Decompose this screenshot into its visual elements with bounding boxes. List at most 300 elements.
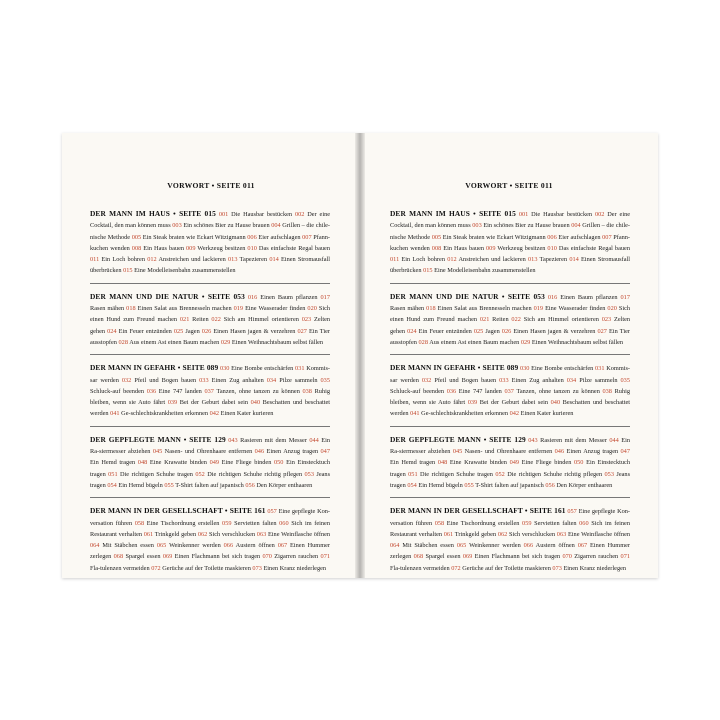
- item-number: 035: [320, 376, 330, 384]
- item-number: 073: [552, 564, 562, 572]
- item-title: Einen Kranz niederlegen: [263, 564, 327, 572]
- item-title: Die richtigen Schuhe richtig pflegen: [207, 470, 303, 478]
- item-number: 066: [223, 542, 234, 550]
- item-title: Mit Stäbchen essen: [102, 542, 154, 550]
- item-number: 065: [456, 542, 467, 550]
- item-number: 056: [245, 481, 255, 489]
- toc-section-text: [390, 505, 630, 574]
- item-title: Schluck-auf beenden: [390, 387, 445, 395]
- item-title: Ge-schlechtskrankheiten erkennen: [121, 410, 209, 418]
- toc-section: [390, 505, 630, 580]
- item-number: 036: [146, 387, 157, 395]
- left-page: [62, 133, 360, 578]
- item-number: 045: [152, 448, 163, 456]
- item-number: 055: [464, 481, 474, 489]
- item-number: 004: [271, 222, 281, 230]
- item-title: Nasen- und Ohrenhaare entfernen: [464, 448, 553, 456]
- item-number: 060: [579, 519, 589, 527]
- item-title: Eine Weinflasche öffnen: [267, 530, 331, 538]
- item-number: 002: [294, 211, 305, 218]
- item-number: 029: [220, 338, 231, 346]
- item-title: Der eine Cocktail, den man können muss: [90, 211, 331, 230]
- item-title: Die richtigen Schuhe richtig pflegen: [507, 470, 603, 478]
- item-number: 035: [620, 376, 630, 384]
- item-number: 044: [309, 436, 319, 444]
- item-title: Die richtigen Schuhe tragen: [120, 470, 193, 478]
- item-number: 049: [209, 459, 220, 467]
- item-number: 037: [204, 387, 214, 395]
- item-number: 006: [247, 233, 257, 241]
- item-title: Einen Anzug tragen: [266, 448, 319, 456]
- item-title: Zelten gehen: [90, 316, 331, 335]
- item-number: 002: [594, 211, 605, 218]
- item-title: Sich einen Hund zum Freund machen: [90, 305, 331, 324]
- item-title: Werkzeug besitzen: [197, 244, 246, 252]
- item-title: Eine Tischordnung erstellen: [146, 519, 220, 527]
- item-number: 023: [601, 316, 612, 324]
- item-title: Austern öffnen: [235, 542, 275, 550]
- item-number: 015: [123, 267, 133, 275]
- item-number: 045: [452, 448, 463, 456]
- item-number: 020: [607, 305, 617, 313]
- item-number: 065: [156, 542, 167, 550]
- item-title: Eine Wasserader finden: [245, 305, 306, 313]
- item-title: Servietten falten: [234, 519, 277, 527]
- item-number: 071: [620, 553, 630, 561]
- item-title: Anstreichen und lackieren: [158, 256, 226, 264]
- item-title: Eine Krawatte binden: [449, 459, 507, 467]
- toc-section: [90, 362, 330, 426]
- item-title: Einen Kater kurieren: [220, 410, 274, 418]
- item-number: 047: [620, 448, 630, 456]
- item-number: 058: [434, 519, 445, 527]
- toc-section-text: [90, 505, 330, 574]
- item-number: 012: [147, 256, 157, 264]
- item-title: Sich verschlucken: [208, 530, 256, 538]
- item-number: 043: [528, 436, 538, 444]
- item-number: 072: [451, 564, 461, 572]
- toc-section-text: [390, 208, 630, 277]
- item-number: 040: [250, 399, 261, 407]
- item-title: Zigarren rauchen: [574, 553, 619, 561]
- item-title: Die Hausbar bestücken: [231, 211, 293, 218]
- item-title: Eine 747 landen: [158, 387, 202, 395]
- item-title: Den Körper enthaaren: [556, 481, 613, 489]
- toc-section-text: [90, 362, 330, 419]
- item-title: Eine Fliege binden: [221, 459, 272, 467]
- item-number: 034: [566, 376, 577, 384]
- item-title: Der eine Cocktail, den man können muss: [390, 211, 631, 230]
- item-number: 067: [577, 542, 588, 550]
- item-number: 025: [473, 327, 484, 335]
- item-title: Den Körper enthaaren: [256, 481, 313, 489]
- section-title: DER MANN IM HAUS • SEITE 015: [390, 209, 516, 218]
- item-title: Jeans tragen: [390, 470, 631, 489]
- item-title: Sich im feinen Restaurant verhalten: [390, 519, 630, 538]
- item-number: 011: [390, 256, 400, 264]
- item-title: Ein Tier ausstopfen: [390, 327, 630, 346]
- item-title: Zigarren rauchen: [274, 553, 319, 561]
- item-number: 020: [307, 305, 317, 313]
- item-title: Eine Wasserader finden: [545, 305, 606, 313]
- item-number: 062: [497, 530, 508, 538]
- item-title: Weinkenner werden: [469, 542, 521, 550]
- item-number: 008: [131, 244, 142, 252]
- item-title: Beschatten und beschattet werden: [90, 399, 331, 418]
- item-number: 043: [228, 436, 238, 444]
- item-title: Jagen: [485, 327, 500, 335]
- toc-section: [90, 291, 330, 355]
- section-title: DER MANN UND DIE NATUR • SEITE 053: [90, 291, 245, 301]
- item-title: Ein Feuer entzünden: [118, 327, 172, 335]
- toc-section: [90, 505, 330, 580]
- item-title: Tapezieren: [539, 256, 568, 264]
- item-number: 007: [602, 233, 612, 241]
- item-number: 009: [486, 244, 496, 252]
- item-number: 039: [167, 399, 178, 407]
- item-title: Pfeil und Bogen bauen: [434, 376, 497, 384]
- item-number: 066: [523, 542, 534, 550]
- item-title: Reiten: [192, 316, 209, 324]
- item-title: Spargel essen: [125, 553, 161, 561]
- item-number: 070: [262, 553, 272, 561]
- item-number: 054: [407, 481, 417, 489]
- item-number: 027: [597, 327, 607, 335]
- item-number: 069: [162, 553, 173, 561]
- item-number: 052: [495, 470, 505, 478]
- item-title: Ein Hemd bügeln: [118, 481, 163, 489]
- item-number: 071: [320, 553, 330, 561]
- item-title: Eine Weinflasche öffnen: [567, 530, 631, 538]
- item-title: Tapezieren: [239, 256, 268, 264]
- item-title: Tanzen, ohne tanzen zu können: [216, 387, 300, 395]
- section-title: DER MANN UND DIE NATUR • SEITE 053: [390, 291, 545, 301]
- item-title: Die Hausbar bestücken: [531, 211, 593, 218]
- item-number: 039: [467, 399, 478, 407]
- toc-section-text: [90, 208, 330, 277]
- item-title: Ein schönes Bier zu Hause brauen: [183, 222, 270, 230]
- item-number: 050: [274, 459, 284, 467]
- item-number: 041: [410, 410, 420, 418]
- item-title: Grillen – die chile-nische Methode: [90, 222, 331, 241]
- item-title: Austern öffnen: [535, 542, 575, 550]
- item-number: 048: [437, 459, 448, 467]
- item-number: 052: [195, 470, 205, 478]
- item-number: 059: [222, 519, 232, 527]
- item-number: 068: [113, 553, 124, 561]
- item-title: Einen Hummer zerlegen: [390, 542, 630, 561]
- item-title: Ein Hemd tragen: [90, 459, 136, 467]
- item-title: Ein Feuer entzünden: [418, 327, 472, 335]
- item-title: Einen Flachmann bei sich tragen: [474, 553, 561, 561]
- item-title: Ein Einstecktuch tragen: [90, 459, 330, 478]
- item-number: 032: [121, 376, 132, 384]
- item-title: Sich einen Hund zum Freund machen: [390, 305, 631, 324]
- item-number: 021: [479, 316, 490, 324]
- item-number: 051: [108, 470, 118, 478]
- item-number: 022: [211, 316, 221, 324]
- item-title: Beschatten und beschattet werden: [390, 399, 631, 418]
- item-title: Einen Salat aus Brennesseln machen: [437, 305, 532, 313]
- item-title: Schluck-auf beenden: [90, 387, 145, 395]
- section-title: DER MANN IM HAUS • SEITE 015: [90, 209, 216, 218]
- item-number: 044: [609, 436, 619, 444]
- item-title: Ein Loch bohren: [401, 256, 445, 264]
- item-number: 031: [595, 365, 605, 373]
- item-title: Pilze sammeln: [579, 376, 618, 384]
- item-title: Rasieren mit dem Messer: [240, 436, 307, 444]
- item-title: Einen Kranz niederlegen: [563, 564, 627, 572]
- toc-content: [390, 208, 630, 587]
- item-title: Rasen mähen: [90, 305, 125, 313]
- item-title: Bei der Geburt dabei sein: [179, 399, 249, 407]
- item-title: Tanzen, ohne tanzen zu können: [516, 387, 600, 395]
- item-title: Einen Hummer zerlegen: [90, 542, 330, 561]
- item-title: Ein Einstecktuch tragen: [390, 459, 630, 478]
- item-title: Eine gepflegte Kon-versation führen: [390, 508, 631, 527]
- item-number: 023: [301, 316, 312, 324]
- item-number: 024: [407, 327, 417, 335]
- item-title: Die richtigen Schuhe tragen: [420, 470, 493, 478]
- item-number: 061: [143, 530, 154, 538]
- running-head: VORWORT • SEITE 011: [465, 181, 553, 190]
- item-title: Nasen- und Ohrenhaare entfernen: [164, 448, 253, 456]
- item-title: Einen Stromausfall überbrücken: [390, 256, 631, 275]
- item-number: 014: [269, 256, 279, 264]
- item-title: Ein Hemd bügeln: [418, 481, 463, 489]
- toc-section: [390, 434, 630, 498]
- item-title: Eine Bombe entschärfen: [231, 365, 294, 373]
- item-number: 018: [426, 305, 436, 313]
- item-number: 026: [201, 327, 212, 335]
- item-title: Eine Tischordnung erstellen: [446, 519, 520, 527]
- item-number: 031: [295, 365, 305, 373]
- toc-section: [390, 208, 630, 284]
- item-title: Aus einem Ast einen Baum machen: [129, 338, 220, 346]
- item-number: 051: [408, 470, 418, 478]
- item-title: Mit Stäbchen essen: [402, 542, 454, 550]
- item-number: 046: [254, 448, 265, 456]
- item-title: Das einfachste Regal bauen: [258, 244, 330, 252]
- item-number: 005: [431, 233, 442, 241]
- toc-content: [90, 208, 330, 587]
- toc-section: [390, 362, 630, 426]
- item-title: Einen Hasen jagen & verzehren: [513, 327, 596, 335]
- book-spread: [62, 133, 658, 578]
- item-title: Ruhig bleiben, wenn sie Auto fährt: [90, 387, 330, 407]
- item-number: 025: [173, 327, 184, 335]
- item-number: 019: [533, 305, 544, 313]
- item-number: 073: [252, 564, 262, 572]
- item-number: 056: [545, 481, 555, 489]
- toc-section-text: [90, 291, 330, 348]
- item-number: 016: [247, 293, 258, 301]
- item-title: Ein Tier ausstopfen: [90, 327, 330, 346]
- item-number: 055: [164, 481, 174, 489]
- item-number: 072: [151, 564, 161, 572]
- item-number: 018: [126, 305, 136, 313]
- item-title: Anstreichen und lackieren: [458, 256, 526, 264]
- item-number: 005: [131, 233, 142, 241]
- item-number: 030: [519, 365, 530, 373]
- item-number: 014: [569, 256, 579, 264]
- item-number: 003: [172, 222, 182, 230]
- item-number: 029: [520, 338, 531, 346]
- item-title: Trinkgeld geben: [454, 530, 497, 538]
- item-title: Ge-schlechtskrankheiten erkennen: [421, 410, 509, 418]
- item-number: 010: [247, 244, 257, 252]
- item-number: 063: [256, 530, 267, 538]
- item-title: Ein Ra-siermesser abziehen: [390, 436, 631, 456]
- item-number: 027: [297, 327, 307, 335]
- item-title: Sich am Himmel orientieren: [523, 316, 599, 324]
- item-number: 033: [499, 376, 509, 384]
- item-number: 033: [199, 376, 209, 384]
- item-title: Einen Zug anhalten: [211, 376, 264, 384]
- item-title: Gerüche auf der Toilette maskieren: [462, 564, 551, 572]
- item-title: Einen Anzug tragen: [566, 448, 619, 456]
- item-number: 034: [266, 376, 277, 384]
- item-title: Spargel essen: [425, 553, 461, 561]
- item-title: Sich im feinen Restaurant verhalten: [90, 519, 330, 538]
- item-number: 028: [418, 338, 428, 346]
- item-title: Fla-tulenzen vermeiden: [90, 564, 150, 572]
- item-title: Einen Baum pflanzen: [260, 293, 318, 301]
- item-title: Einen Hasen jagen & verzehren: [213, 327, 296, 335]
- item-title: Pfeil und Bogen bauen: [134, 376, 197, 384]
- item-title: Pfann-kuchen wenden: [90, 233, 331, 252]
- item-title: Einen Weihnachtsbaum selbst fällen: [531, 338, 624, 346]
- item-number: 016: [547, 293, 558, 301]
- item-title: Eine Fliege binden: [521, 459, 572, 467]
- item-title: Bei der Geburt dabei sein: [479, 399, 549, 407]
- item-number: 001: [218, 211, 229, 218]
- item-title: Einen Stromausfall überbrücken: [90, 256, 331, 275]
- item-number: 007: [302, 233, 312, 241]
- item-title: Kommis-sar werden: [90, 365, 331, 384]
- item-title: Sich am Himmel orientieren: [223, 316, 299, 324]
- toc-section-text: [390, 434, 630, 491]
- item-number: 003: [472, 222, 482, 230]
- item-number: 036: [446, 387, 457, 395]
- item-title: Einen Salat aus Brennesseln machen: [137, 305, 232, 313]
- item-title: Eine Modelleisenbahn zusammenstellen: [434, 267, 536, 275]
- item-number: 060: [279, 519, 289, 527]
- item-number: 057: [567, 508, 577, 516]
- item-title: Fla-tulenzen vermeiden: [390, 564, 450, 572]
- item-title: Ein Hemd tragen: [390, 459, 436, 467]
- item-title: Das einfachste Regal bauen: [558, 244, 630, 252]
- item-title: Ein Steak braten wie Eckart Witzigmann: [142, 233, 246, 241]
- item-number: 038: [602, 387, 612, 395]
- item-number: 070: [562, 553, 572, 561]
- item-number: 017: [620, 293, 630, 301]
- item-title: Einen Kater kurieren: [520, 410, 574, 418]
- item-number: 042: [209, 410, 220, 418]
- item-number: 049: [509, 459, 520, 467]
- item-number: 059: [522, 519, 532, 527]
- item-title: Einen Baum pflanzen: [560, 293, 618, 301]
- item-number: 004: [571, 222, 581, 230]
- item-number: 053: [604, 470, 614, 478]
- item-number: 057: [267, 508, 277, 516]
- item-title: Eine Modelleisenbahn zusammenstellen: [134, 267, 236, 275]
- item-title: Eier aufschlagen: [258, 233, 301, 241]
- section-title: DER MANN IN DER GESELLSCHAFT • SEITE 161: [90, 506, 266, 516]
- item-number: 061: [443, 530, 454, 538]
- item-title: Reiten: [492, 316, 509, 324]
- item-number: 048: [137, 459, 148, 467]
- section-title: DER GEPFLEGTE MANN • SEITE 129: [390, 434, 526, 444]
- item-title: Werkzeug besitzen: [497, 244, 546, 252]
- item-number: 054: [107, 481, 117, 489]
- item-number: 015: [423, 267, 433, 275]
- item-number: 026: [501, 327, 512, 335]
- item-number: 062: [197, 530, 208, 538]
- right-page: [360, 133, 658, 578]
- item-title: Rasieren mit dem Messer: [540, 436, 607, 444]
- item-number: 058: [134, 519, 145, 527]
- item-title: T-Shirt falten auf japanisch: [175, 481, 244, 489]
- item-title: Einen Weihnachtsbaum selbst fällen: [231, 338, 324, 346]
- item-title: Kommis-sar werden: [390, 365, 631, 384]
- item-number: 063: [556, 530, 567, 538]
- toc-section: [390, 291, 630, 355]
- item-number: 008: [431, 244, 442, 252]
- item-number: 021: [179, 316, 190, 324]
- item-number: 013: [228, 256, 238, 264]
- item-title: Rasen mähen: [390, 305, 425, 313]
- item-number: 030: [219, 365, 230, 373]
- item-number: 069: [462, 553, 473, 561]
- section-title: DER GEPFLEGTE MANN • SEITE 129: [90, 434, 226, 444]
- item-number: 041: [110, 410, 120, 418]
- item-title: Jagen: [185, 327, 200, 335]
- item-number: 067: [277, 542, 288, 550]
- item-title: Gerüche auf der Toilette maskieren: [162, 564, 251, 572]
- book-spine: [355, 133, 365, 578]
- item-title: Eine Bombe entschärfen: [531, 365, 594, 373]
- item-number: 038: [302, 387, 312, 395]
- item-number: 010: [547, 244, 557, 252]
- item-title: Grillen – die chile-nische Methode: [390, 222, 631, 241]
- item-title: Trinkgeld geben: [154, 530, 197, 538]
- item-number: 050: [574, 459, 584, 467]
- toc-section: [90, 434, 330, 498]
- item-number: 024: [107, 327, 117, 335]
- item-title: Sich verschlucken: [508, 530, 556, 538]
- item-title: Pfann-kuchen wenden: [390, 233, 631, 252]
- item-number: 064: [390, 542, 400, 550]
- toc-section: [90, 208, 330, 284]
- item-title: Einen Zug anhalten: [511, 376, 564, 384]
- item-number: 006: [547, 233, 557, 241]
- item-title: Aus einem Ast einen Baum machen: [429, 338, 520, 346]
- item-number: 064: [90, 542, 100, 550]
- item-number: 028: [118, 338, 128, 346]
- item-title: Ein schönes Bier zu Hause brauen: [483, 222, 570, 230]
- item-title: Eier aufschlagen: [558, 233, 601, 241]
- item-number: 053: [304, 470, 314, 478]
- item-title: Pilze sammeln: [279, 376, 318, 384]
- item-number: 068: [413, 553, 424, 561]
- toc-section-text: [390, 362, 630, 419]
- item-title: Eine gepflegte Kon-versation führen: [90, 508, 331, 527]
- item-number: 047: [320, 448, 330, 456]
- item-title: Jeans tragen: [90, 470, 331, 489]
- section-title: DER MANN IN DER GESELLSCHAFT • SEITE 161: [390, 506, 566, 516]
- item-number: 001: [518, 211, 529, 218]
